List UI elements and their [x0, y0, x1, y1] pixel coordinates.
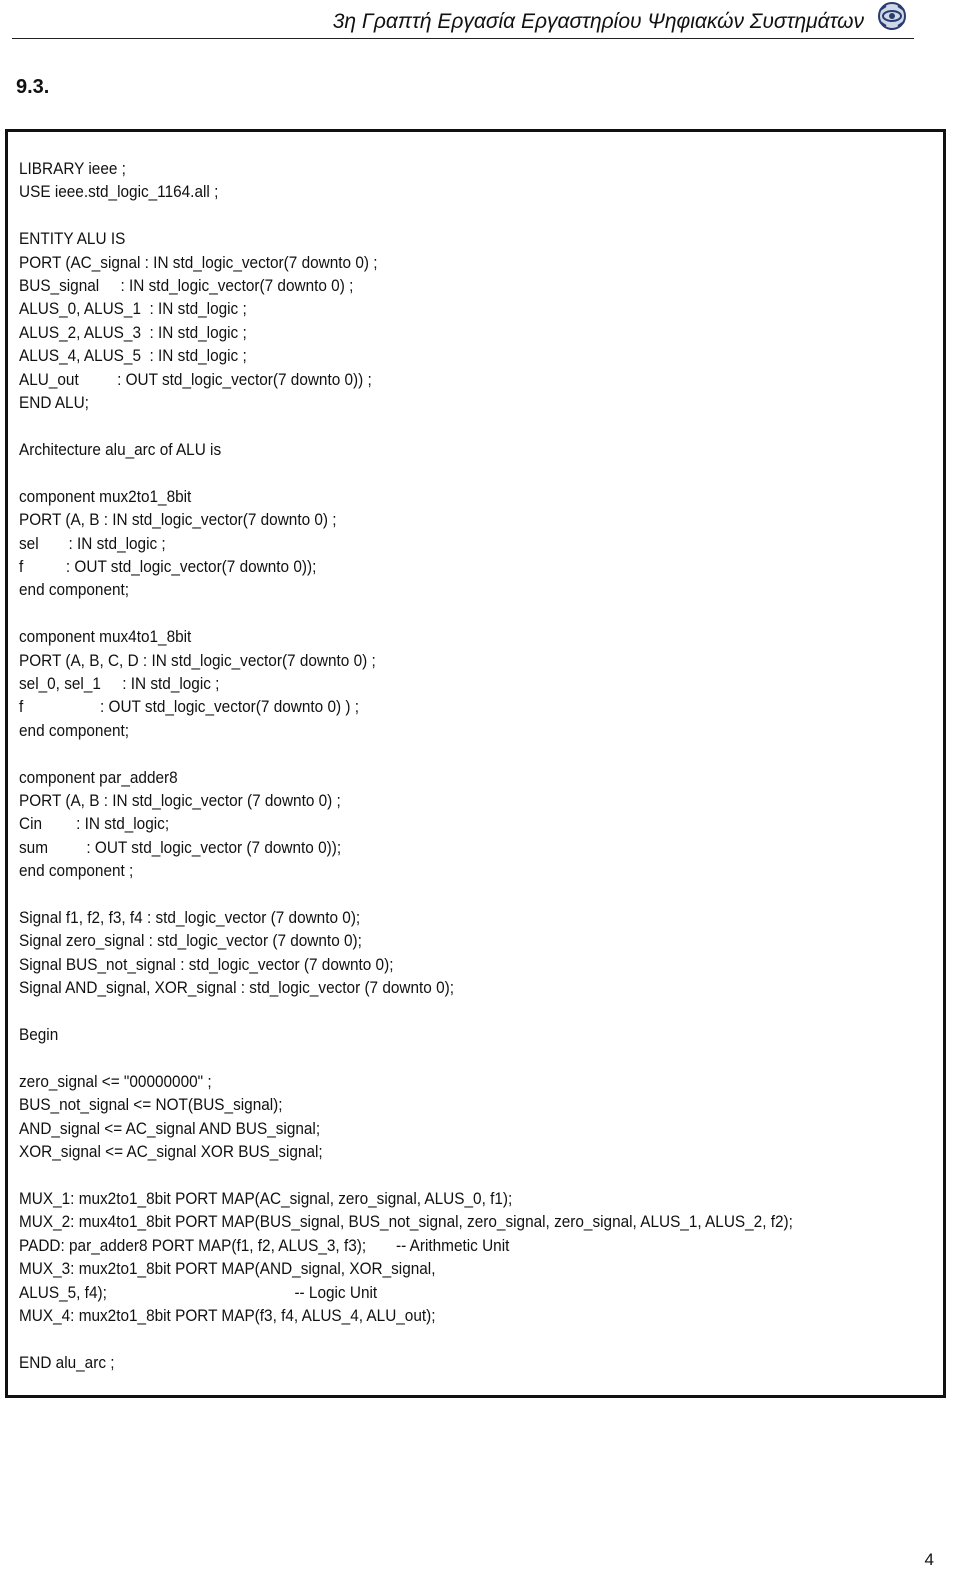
code-line: [19, 1164, 793, 1187]
code-line: AND_signal <= AC_signal AND BUS_signal;: [19, 1119, 321, 1138]
code-line: [19, 1328, 793, 1351]
code-line: f : OUT std_logic_vector(7 downto 0));: [19, 557, 317, 576]
code-line: PORT (A, B : IN std_logic_vector(7 downto 0) ;: [19, 511, 337, 530]
code-line: MUX_1: mux2to1_8bit PORT MAP(AC_signal, zero_signal, ALUS_0, f1);: [19, 1189, 513, 1208]
code-line: sum : OUT std_logic_vector (7 downto 0));: [19, 838, 342, 857]
code-line: [19, 205, 793, 228]
code-line: [19, 743, 793, 766]
code-line: zero_signal <= "00000000" ;: [19, 1072, 212, 1091]
code-line: BUS_not_signal <= NOT(BUS_signal);: [19, 1096, 283, 1115]
code-line: MUX_4: mux2to1_8bit PORT MAP(f3, f4, ALUS_4, ALU_out);: [19, 1306, 436, 1325]
code-line: ALUS_5, f4); -- Logic Unit: [19, 1283, 378, 1302]
code-line: PORT (A, B, C, D : IN std_logic_vector(7 downto 0) ;: [19, 651, 376, 670]
code-line: sel : IN std_logic ;: [19, 534, 166, 553]
code-line: MUX_2: mux4to1_8bit PORT MAP(BUS_signal, BUS_not_signal, zero_signal, zero_signal, ALUS_1, ALUS_2, f2);: [19, 1213, 793, 1232]
code-line: END ALU;: [19, 394, 89, 413]
code-line: BUS_signal : IN std_logic_vector(7 downto 0) ;: [19, 277, 354, 296]
code-line: END alu_arc ;: [19, 1353, 115, 1372]
page-header-title: 3η Γραπτή Εργασία Εργαστηρίου Ψηφιακών Συστημάτων: [332, 10, 864, 33]
vhdl-code-box: [5, 129, 946, 1398]
code-line: ALUS_2, ALUS_3 : IN std_logic ;: [19, 323, 247, 342]
code-line: ALUS_0, ALUS_1 : IN std_logic ;: [19, 300, 247, 319]
header-divider: [12, 38, 914, 39]
code-line: Cin : IN std_logic;: [19, 815, 170, 834]
code-line: Signal AND_signal, XOR_signal : std_logic_vector (7 downto 0);: [19, 979, 455, 998]
code-line: MUX_3: mux2to1_8bit PORT MAP(AND_signal, XOR_signal,: [19, 1260, 436, 1279]
section-number: 9.3.: [16, 76, 50, 98]
code-line: ENTITY ALU IS: [19, 230, 126, 249]
code-line: [19, 462, 793, 485]
code-line: component mux2to1_8bit: [19, 487, 192, 506]
code-line: [19, 603, 793, 626]
code-line: [19, 1001, 793, 1024]
code-line: sel_0, sel_1 : IN std_logic ;: [19, 674, 220, 693]
code-line: PADD: par_adder8 PORT MAP(f1, f2, ALUS_3, f3); -- Arithmetic Unit: [19, 1236, 510, 1255]
code-line: component par_adder8: [19, 768, 178, 787]
code-line: [19, 415, 793, 438]
page-number: 4: [924, 1550, 934, 1569]
code-line: Signal zero_signal : std_logic_vector (7 downto 0);: [19, 932, 362, 951]
code-line: f : OUT std_logic_vector(7 downto 0) ) ;: [19, 698, 359, 717]
code-line: ALU_out : OUT std_logic_vector(7 downto 0)) ;: [19, 370, 372, 389]
code-line: end component;: [19, 581, 130, 600]
code-line: USE ieee.std_logic_1164.all ;: [19, 183, 219, 202]
code-line: end component;: [19, 721, 130, 740]
code-line: PORT (A, B : IN std_logic_vector (7 downto 0) ;: [19, 791, 341, 810]
university-emblem-icon: [874, 0, 914, 32]
code-line: Signal BUS_not_signal : std_logic_vector (7 downto 0);: [19, 955, 394, 974]
code-line: Architecture alu_arc of ALU is: [19, 440, 222, 459]
code-line: ALUS_4, ALUS_5 : IN std_logic ;: [19, 347, 247, 366]
code-line: Begin: [19, 1026, 59, 1045]
code-line: XOR_signal <= AC_signal XOR BUS_signal;: [19, 1143, 323, 1162]
code-line: Signal f1, f2, f3, f4 : std_logic_vector (7 downto 0);: [19, 909, 361, 927]
code-line: LIBRARY ieee ;: [19, 160, 126, 178]
code-line: component mux4to1_8bit: [19, 628, 192, 647]
code-line: end component ;: [19, 862, 134, 881]
code-line: PORT (AC_signal : IN std_logic_vector(7 downto 0) ;: [19, 253, 378, 272]
code-line: [19, 1047, 793, 1070]
vhdl-code-listing: [19, 158, 793, 1375]
code-line: [19, 884, 793, 907]
